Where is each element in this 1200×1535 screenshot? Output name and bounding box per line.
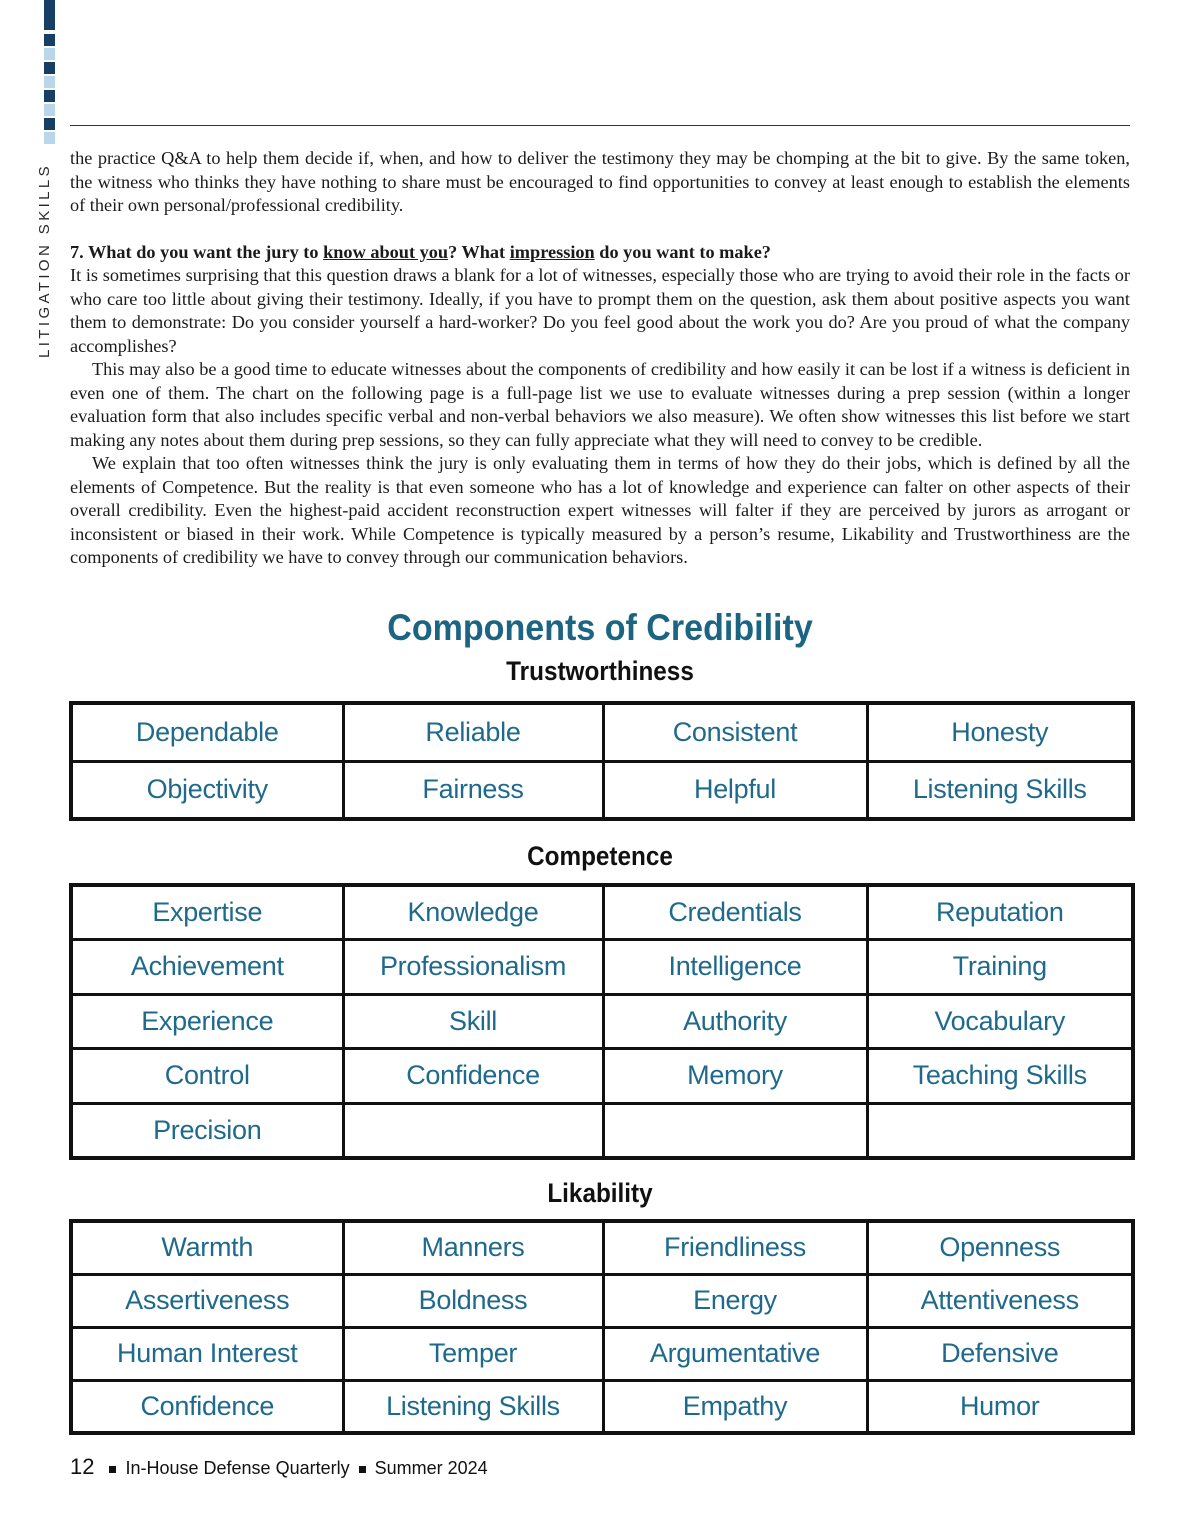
page-number: 12 bbox=[70, 1454, 95, 1479]
table-cell: Achievement bbox=[71, 940, 343, 995]
competence-title: Competence bbox=[527, 841, 673, 871]
question-heading: 7. What do you want the jury to know about you? What impression do you want to make? bbox=[70, 241, 771, 262]
trustworthiness-title: Trustworthiness bbox=[506, 656, 694, 686]
table-cell: Humor bbox=[867, 1380, 1133, 1433]
table-cell: Openness bbox=[867, 1221, 1133, 1274]
issue-date: Summer 2024 bbox=[374, 1458, 488, 1478]
paragraph-2: It is sometimes surprising that this question draws a blank for a lot of witnesses, especially those who are trying to avoid their role in the facts or who care too little about giving their testimony. Ideally, if you have to prompt them on the question, ask them about positive aspects you want them to demonstrate: Do you consider yourself a hard-worker? Do you feel good about the work you do? Are you proud of what the company accomplishes? bbox=[70, 265, 1130, 356]
paragraph-4: We explain that too often witnesses think the jury is only evaluating them in terms of how they do their jobs, which is defined by all the elements of Competence. But the reality is that even someone who has a lot of knowledge and experience can falter on other aspects of their overall credibility. Even the highest-paid accident reconstruction expert witnesses will falter if they are perceived by jurors as arrogant or inconsistent or biased in their work. While Competence is typically measured by a person’s resume, Likability and Trustworthiness are the components of credibility we have to convey through our communication behaviors. bbox=[70, 453, 1130, 567]
table-cell: Objectivity bbox=[71, 761, 343, 819]
table-cell: Skill bbox=[343, 994, 603, 1049]
competence-table bbox=[69, 883, 1135, 1160]
section-color-bar bbox=[44, 0, 55, 148]
table-cell: Memory bbox=[603, 1049, 867, 1104]
table-cell: Dependable bbox=[71, 703, 343, 761]
table-cell: Intelligence bbox=[603, 940, 867, 995]
table-row bbox=[71, 1049, 1133, 1104]
table-cell bbox=[867, 1103, 1133, 1158]
table-cell: Attentiveness bbox=[867, 1274, 1133, 1327]
table-cell: Consistent bbox=[603, 703, 867, 761]
paragraph-3: This may also be a good time to educate witnesses about the components of credibility and how easily it can be lost if a witness is deficient in even one of them. The chart on the following page is a full-page list we use to evaluate witnesses during a prep session (within a longer evaluation form that also includes specific verbal and non-verbal behaviors we also measure). We often show witnesses this list before we start making any notes about them during prep sessions, so they can fully appreciate what they will need to convey to be credible. bbox=[70, 359, 1130, 450]
table-cell: Reliable bbox=[343, 703, 603, 761]
table-cell: Authority bbox=[603, 994, 867, 1049]
table-row bbox=[71, 885, 1133, 940]
table-cell bbox=[343, 1103, 603, 1158]
bullet-icon bbox=[109, 1466, 116, 1473]
table-cell: Human Interest bbox=[71, 1327, 343, 1380]
publication-name: In-House Defense Quarterly bbox=[125, 1458, 350, 1478]
likability-table bbox=[69, 1219, 1135, 1435]
table-row bbox=[71, 1380, 1133, 1433]
table-cell: Argumentative bbox=[603, 1327, 867, 1380]
table-row bbox=[71, 1221, 1133, 1274]
table-cell: Energy bbox=[603, 1274, 867, 1327]
table-cell: Temper bbox=[343, 1327, 603, 1380]
table-row bbox=[71, 994, 1133, 1049]
table-cell: Knowledge bbox=[343, 885, 603, 940]
table-cell: Credentials bbox=[603, 885, 867, 940]
section-label: LITIGATION SKILLS bbox=[36, 162, 53, 358]
table-cell: Helpful bbox=[603, 761, 867, 819]
table-cell: Professionalism bbox=[343, 940, 603, 995]
table-row bbox=[71, 1103, 1133, 1158]
table-cell: Control bbox=[71, 1049, 343, 1104]
likability-title: Likability bbox=[547, 1178, 653, 1208]
table-cell: Reputation bbox=[867, 885, 1133, 940]
table-cell bbox=[603, 1103, 867, 1158]
chart-title: Components of Credibility bbox=[387, 607, 813, 648]
table-row bbox=[71, 940, 1133, 995]
table-cell: Confidence bbox=[71, 1380, 343, 1433]
table-cell: Defensive bbox=[867, 1327, 1133, 1380]
paragraph-1: the practice Q&A to help them decide if, when, and how to deliver the testimony they may be chomping at the bit to give. By the same token, the witness who thinks they have nothing to share must be encouraged to find opportunities to convey at least enough to establish the elements of their own personal/professional credibility. bbox=[70, 148, 1130, 215]
table-cell: Listening Skills bbox=[343, 1380, 603, 1433]
bullet-icon bbox=[359, 1466, 366, 1473]
table-cell: Fairness bbox=[343, 761, 603, 819]
trustworthiness-table bbox=[69, 701, 1135, 821]
table-cell: Vocabulary bbox=[867, 994, 1133, 1049]
table-row bbox=[71, 1327, 1133, 1380]
table-cell: Manners bbox=[343, 1221, 603, 1274]
table-cell: Friendliness bbox=[603, 1221, 867, 1274]
table-row bbox=[71, 703, 1133, 761]
header-divider bbox=[70, 125, 1130, 126]
table-cell: Boldness bbox=[343, 1274, 603, 1327]
table-cell: Listening Skills bbox=[867, 761, 1133, 819]
table-cell: Assertiveness bbox=[71, 1274, 343, 1327]
table-cell: Training bbox=[867, 940, 1133, 995]
table-cell: Precision bbox=[71, 1103, 343, 1158]
table-cell: Expertise bbox=[71, 885, 343, 940]
article-body bbox=[70, 147, 1130, 570]
page-footer bbox=[70, 1454, 488, 1480]
table-cell: Confidence bbox=[343, 1049, 603, 1104]
table-row bbox=[71, 761, 1133, 819]
table-cell: Teaching Skills bbox=[867, 1049, 1133, 1104]
table-cell: Experience bbox=[71, 994, 343, 1049]
table-cell: Empathy bbox=[603, 1380, 867, 1433]
table-cell: Warmth bbox=[71, 1221, 343, 1274]
table-cell: Honesty bbox=[867, 703, 1133, 761]
table-row bbox=[71, 1274, 1133, 1327]
